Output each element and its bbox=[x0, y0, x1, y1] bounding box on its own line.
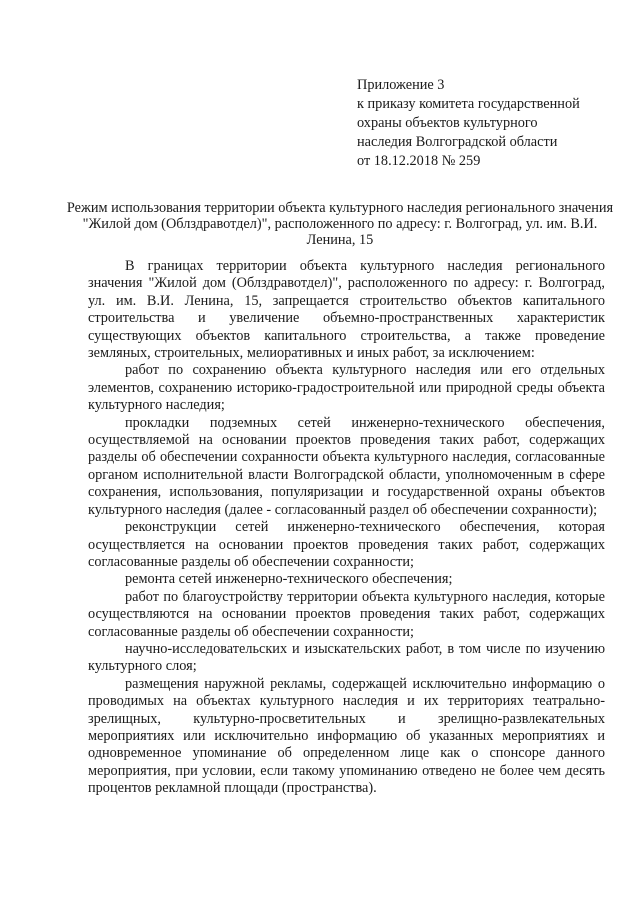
appendix-line: наследия Волгоградской области bbox=[357, 134, 558, 150]
body-paragraph: научно-исследовательских и изыскательских работ, в том числе по изучению культурного слоя; bbox=[88, 640, 605, 675]
body-paragraph: работ по благоустройству территории объекта культурного наследия, которые осуществляются на основании проектов проведения таких работ, содержащих согласованные разделы об обеспечении сохранности; bbox=[88, 588, 605, 640]
body-paragraph: В границах территории объекта культурного наследия регионального значения "Жилой дом (Облздравотдел)", расположенного по адресу: г. Волгоград, ул. им. В.И. Ленина, 15, запрещается строительство объектов капитального строительства и увеличение объемно-пространственных характеристик существующих объектов капитального строительства, а также проведение земляных, строительных, мелиоративных и иных работ, за исключением: bbox=[88, 258, 605, 362]
appendix-line: от 18.12.2018 № 259 bbox=[357, 153, 481, 169]
document-body bbox=[88, 258, 605, 798]
appendix-header bbox=[357, 76, 627, 171]
appendix-line: охраны объектов культурного bbox=[357, 115, 538, 131]
document-title: Режим использования территории объекта культурного наследия регионального значения "Жилой дом (Облздравотдел)", расположенного по адресу: г. Волгоград, ул. им. В.И. Ленина, 15 bbox=[66, 200, 614, 248]
body-paragraph: прокладки подземных сетей инженерно-технического обеспечения, осуществляемой на основании проектов проведения таких работ, содержащих разделы об обеспечении сохранности объекта культурного наследия, согласованные органом исполнительной власти Волгоградской области, уполномоченным в сфере сохранения, использования, популяризации и государственной охраны объектов культурного наследия (далее - согласованный раздел об обеспечении сохранности); bbox=[88, 414, 605, 518]
appendix-line: к приказу комитета государственной bbox=[357, 96, 580, 112]
body-paragraph: работ по сохранению объекта культурного наследия или его отдельных элементов, сохранению историко-градостроительной или природной среды объекта культурного наследия; bbox=[88, 362, 605, 414]
body-paragraph: размещения наружной рекламы, содержащей исключительно информацию о проводимых на объектах культурного наследия и их территориях театрально-зрелищных, культурно-просветительных и зрелищно-развлекательных мероприятиях или исключительно информацию об указанных мероприятиях и одновременное упоминание об определенном лице как о спонсоре данного мероприятия, при условии, если такому упоминанию отведено не более чем десять процентов рекламной площади (пространства). bbox=[88, 675, 605, 797]
appendix-line: Приложение 3 bbox=[357, 77, 445, 93]
body-paragraph: реконструкции сетей инженерно-технического обеспечения, которая осуществляется на основании проектов проведения таких работ, содержащих согласованные разделы об обеспечении сохранности; bbox=[88, 519, 605, 570]
body-paragraph: ремонта сетей инженерно-технического обеспечения; bbox=[125, 571, 453, 588]
